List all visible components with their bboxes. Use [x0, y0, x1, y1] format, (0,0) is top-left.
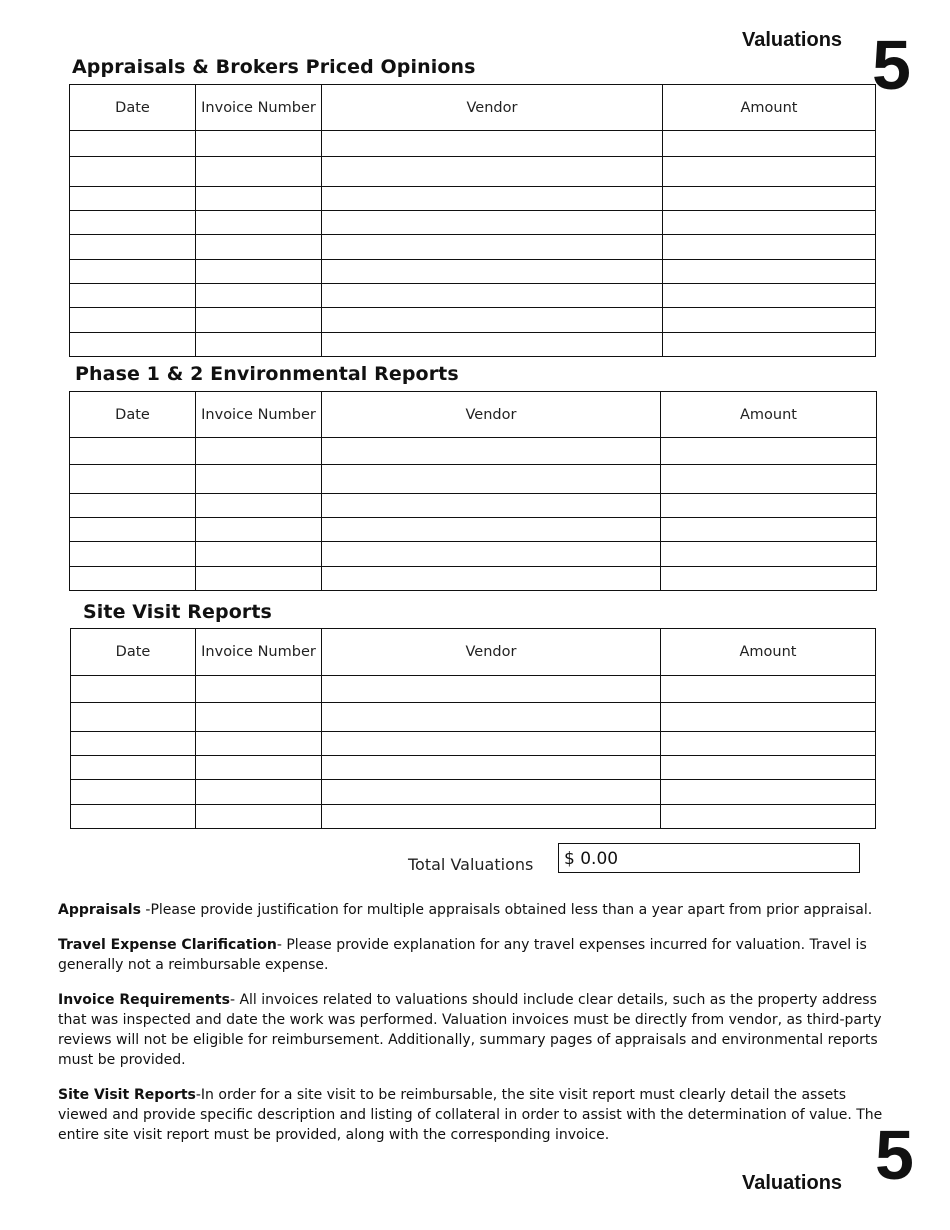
site-visit-table [70, 628, 876, 829]
page-footer-label: Valuations [742, 1172, 843, 1194]
table-header-row [70, 85, 876, 131]
table-row [70, 235, 876, 260]
invoice-number-cell[interactable] [196, 438, 322, 465]
amount-cell[interactable] [661, 542, 877, 567]
page-header-label: Valuations [742, 29, 843, 51]
column-header-date: Date [70, 392, 196, 438]
vendor-cell[interactable] [322, 438, 661, 465]
amount-cell[interactable] [663, 235, 876, 260]
column-header-date: Date [71, 629, 196, 676]
table-row [70, 157, 876, 187]
vendor-cell[interactable] [322, 333, 663, 357]
invoice-number-cell[interactable] [196, 542, 322, 567]
table-row [71, 805, 876, 829]
table-row [71, 780, 876, 805]
invoice-number-cell[interactable] [196, 235, 322, 260]
vendor-cell[interactable] [322, 157, 663, 187]
table-row [70, 308, 876, 333]
vendor-cell[interactable] [322, 131, 663, 157]
invoice-number-cell[interactable] [196, 518, 322, 542]
date-cell[interactable] [70, 260, 196, 284]
invoice-number-cell[interactable] [196, 131, 322, 157]
invoice-number-cell[interactable] [196, 780, 322, 805]
vendor-cell[interactable] [322, 805, 661, 829]
column-header-invoice-number: Invoice Number [196, 85, 322, 131]
table-row [70, 438, 877, 465]
date-cell[interactable] [70, 308, 196, 333]
vendor-cell[interactable] [322, 284, 663, 308]
date-cell[interactable] [71, 756, 196, 780]
vendor-cell[interactable] [322, 260, 663, 284]
table-header-row [70, 392, 877, 438]
invoice-number-cell[interactable] [196, 567, 322, 591]
amount-cell[interactable] [661, 676, 876, 703]
column-header-date: Date [70, 85, 196, 131]
date-cell[interactable] [70, 518, 196, 542]
column-header-amount: Amount [661, 392, 877, 438]
date-cell[interactable] [71, 676, 196, 703]
environmental-table [69, 391, 877, 591]
note-travel-expense [58, 935, 888, 975]
vendor-cell[interactable] [322, 567, 661, 591]
amount-cell[interactable] [661, 703, 876, 732]
vendor-cell[interactable] [322, 308, 663, 333]
vendor-cell[interactable] [322, 542, 661, 567]
date-cell[interactable] [70, 211, 196, 235]
table-header-row [71, 629, 876, 676]
invoice-number-cell[interactable] [196, 494, 322, 518]
note-heading: Appraisals [58, 902, 141, 918]
vendor-cell[interactable] [322, 494, 661, 518]
invoice-number-cell[interactable] [196, 333, 322, 357]
table-row [70, 567, 877, 591]
date-cell[interactable] [71, 780, 196, 805]
column-header-invoice-number: Invoice Number [196, 392, 322, 438]
vendor-cell[interactable] [322, 732, 661, 756]
table-row [70, 465, 877, 494]
note-heading: Site Visit Reports [58, 1087, 196, 1103]
table-row [71, 676, 876, 703]
vendor-cell[interactable] [322, 756, 661, 780]
amount-cell[interactable] [661, 756, 876, 780]
date-cell[interactable] [70, 542, 196, 567]
total-valuations-label: Total Valuations [408, 855, 534, 874]
amount-cell[interactable] [661, 494, 877, 518]
date-cell[interactable] [70, 494, 196, 518]
column-header-invoice-number: Invoice Number [196, 629, 322, 676]
invoice-number-cell[interactable] [196, 260, 322, 284]
vendor-cell[interactable] [322, 465, 661, 494]
date-cell[interactable] [70, 465, 196, 494]
invoice-number-cell[interactable] [196, 756, 322, 780]
column-header-amount: Amount [663, 85, 876, 131]
vendor-cell[interactable] [322, 780, 661, 805]
column-header-vendor: Vendor [322, 392, 661, 438]
table-row [71, 703, 876, 732]
table-row [70, 494, 877, 518]
invoice-number-cell[interactable] [196, 465, 322, 494]
invoice-number-cell[interactable] [196, 157, 322, 187]
vendor-cell[interactable] [322, 518, 661, 542]
date-cell[interactable] [70, 284, 196, 308]
note-text: - All invoices related to valuations should include clear details, such as the property address that was inspected and date the work was performed. Valuation invoices must be directly from vendor, as third-party reviews will not be eligible for reimbursement. Additionally, summary pages of appraisals and environmental reports must be provided. [58, 992, 882, 1068]
page-header-number: 5 [872, 26, 911, 104]
date-cell[interactable] [70, 235, 196, 260]
date-cell[interactable] [70, 567, 196, 591]
table-row [71, 756, 876, 780]
amount-cell[interactable] [663, 211, 876, 235]
table-row [70, 187, 876, 211]
note-heading: Travel Expense Clarification [58, 937, 277, 953]
table-row [70, 333, 876, 357]
amount-cell[interactable] [663, 131, 876, 157]
date-cell[interactable] [70, 438, 196, 465]
vendor-cell[interactable] [322, 235, 663, 260]
amount-cell[interactable] [661, 780, 876, 805]
amount-cell[interactable] [661, 567, 877, 591]
invoice-number-cell[interactable] [196, 211, 322, 235]
date-cell[interactable] [70, 333, 196, 357]
note-invoice-requirements [58, 990, 888, 1070]
amount-cell[interactable] [663, 187, 876, 211]
date-cell[interactable] [71, 732, 196, 756]
column-header-vendor: Vendor [322, 85, 663, 131]
amount-cell[interactable] [663, 260, 876, 284]
note-appraisals [58, 900, 888, 920]
amount-cell[interactable] [663, 333, 876, 357]
table-row [70, 284, 876, 308]
invoice-number-cell[interactable] [196, 308, 322, 333]
invoice-number-cell[interactable] [196, 187, 322, 211]
note-heading: Invoice Requirements [58, 992, 230, 1008]
table-row [70, 211, 876, 235]
total-valuations-field[interactable]: $ 0.00 [558, 843, 860, 873]
amount-cell[interactable] [661, 465, 877, 494]
section-title-environmental: Phase 1 & 2 Environmental Reports [75, 363, 459, 385]
date-cell[interactable] [70, 157, 196, 187]
table-row [71, 732, 876, 756]
vendor-cell[interactable] [322, 187, 663, 211]
column-header-amount: Amount [661, 629, 876, 676]
table-row [70, 542, 877, 567]
amount-cell[interactable] [663, 284, 876, 308]
amount-cell[interactable] [661, 518, 877, 542]
date-cell[interactable] [71, 703, 196, 732]
vendor-cell[interactable] [322, 703, 661, 732]
table-row [70, 518, 877, 542]
table-row [70, 131, 876, 157]
amount-cell[interactable] [663, 308, 876, 333]
invoice-number-cell[interactable] [196, 732, 322, 756]
invoice-number-cell[interactable] [196, 284, 322, 308]
amount-cell[interactable] [661, 805, 876, 829]
date-cell[interactable] [71, 805, 196, 829]
section-title-appraisals: Appraisals & Brokers Priced Opinions [72, 56, 476, 78]
amount-cell[interactable] [661, 732, 876, 756]
column-header-vendor: Vendor [322, 629, 661, 676]
amount-cell[interactable] [661, 438, 877, 465]
note-site-visit-reports [58, 1085, 888, 1145]
notes-section [58, 900, 888, 1160]
date-cell[interactable] [70, 131, 196, 157]
date-cell[interactable] [70, 187, 196, 211]
vendor-cell[interactable] [322, 676, 661, 703]
note-text: -In order for a site visit to be reimbursable, the site visit report must clearly detail the assets viewed and provide specific description and listing of collateral in order to assist with the determination of value. The entire site visit report must be provided, along with the corresponding invoice. [58, 1087, 883, 1143]
section-title-site-visit: Site Visit Reports [83, 601, 272, 623]
invoice-number-cell[interactable] [196, 805, 322, 829]
appraisals-table [69, 84, 876, 357]
note-text: -Please provide justification for multiple appraisals obtained less than a year apart from prior appraisal. [140, 902, 873, 918]
invoice-number-cell[interactable] [196, 676, 322, 703]
page-footer-number: 5 [875, 1116, 914, 1194]
vendor-cell[interactable] [322, 211, 663, 235]
note-text: - Please provide explanation for any travel expenses incurred for valuation. Travel is generally not a reimbursable expense. [58, 937, 867, 973]
invoice-number-cell[interactable] [196, 703, 322, 732]
table-row [70, 260, 876, 284]
amount-cell[interactable] [663, 157, 876, 187]
